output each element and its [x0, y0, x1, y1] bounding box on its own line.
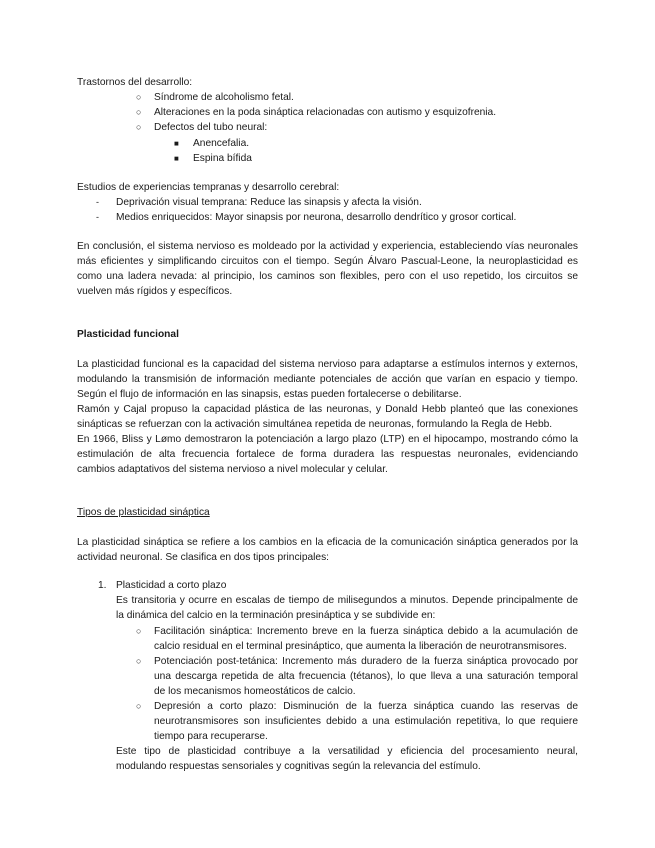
- paragraph-line: Ramón y Cajal propuso la capacidad plástica de las neuronas, y Donald Hebb planteó que las conexiones: [77, 404, 578, 415]
- list-item: Defectos del tubo neural:: [154, 122, 268, 133]
- square-bullet-icon: ■: [174, 154, 179, 163]
- paragraph-line: vuelven más rígidos y específicos.: [77, 286, 233, 297]
- paragraph-line: como una ladera nevada: al principio, los caminos son flexibles, pero con el uso repetido, los circuitos se: [77, 271, 578, 282]
- list-item: Anencefalia.: [193, 138, 250, 149]
- paragraph-line: actividad neuronal. Se clasifica en dos tipos principales:: [77, 552, 330, 563]
- desarrollo-heading: Trastornos del desarrollo:: [77, 77, 193, 88]
- section-heading: Plasticidad funcional: [77, 329, 179, 340]
- circle-bullet-icon: ○: [136, 92, 142, 102]
- list-item: de los mecanismos homeostáticos de calcio.: [154, 686, 356, 697]
- circle-bullet-icon: ○: [136, 656, 142, 666]
- paragraph-line: estimulación de alta frecuencia fortalece de forma duradera las respuestas neuronales, evidenciando: [77, 449, 578, 460]
- list-item-title: Plasticidad a corto plazo: [116, 580, 227, 591]
- list-item: Alteraciones en la poda sináptica relacionadas con autismo y esquizofrenia.: [154, 107, 497, 118]
- list-item: Medios enriquecidos: Mayor sinapsis por neurona, desarrollo dendrítico y grosor cortical.: [116, 212, 517, 223]
- list-number: 1.: [98, 580, 107, 591]
- section-heading: Tipos de plasticidad sináptica: [77, 507, 210, 518]
- paragraph-line: más eficientes y simplificando circuitos con el tiempo. Según Álvaro Pascual-Leone, la neuroplasticidad es: [77, 256, 578, 267]
- list-item: Depresión a corto plazo: Disminución de la fuerza sináptica cuando las reservas de: [154, 701, 578, 712]
- list-item: Potenciación post-tetánica: Incremento más duradero de la fuerza sináptica provocado por: [154, 656, 578, 667]
- dash-bullet-icon: -: [96, 197, 99, 207]
- paragraph-line: Según el flujo de información en las sinapsis, estas pueden fortalecerse o debilitarse.: [77, 389, 462, 400]
- list-item: Espina bífida: [193, 153, 252, 164]
- list-item: una descarga repetida de alta frecuencia (tétanos), lo que lleva a una saturación temporal: [154, 671, 578, 682]
- square-bullet-icon: ■: [174, 139, 179, 148]
- estudios-heading: Estudios de experiencias tempranas y desarrollo cerebral:: [77, 182, 340, 193]
- paragraph-line: cambios adaptativos del sistema nervioso a nivel molecular y celular.: [77, 464, 388, 475]
- circle-bullet-icon: ○: [136, 107, 142, 117]
- dash-bullet-icon: -: [96, 212, 99, 222]
- circle-bullet-icon: ○: [136, 626, 142, 636]
- list-item: calcio residual en el terminal presináptico, que aumenta la liberación de neurotransmisores.: [154, 641, 567, 652]
- paragraph-line: La plasticidad sináptica se refiere a los cambios en la eficacia de la comunicación sináptica generados por la: [77, 537, 578, 548]
- list-item: tiempo para recuperarse.: [154, 731, 268, 742]
- paragraph-line: la dinámica del calcio en la terminación presináptica y se subdivide en:: [116, 610, 436, 621]
- paragraph-line: En conclusión, el sistema nervioso es moldeado por la actividad y experiencia, estableciendo vías neuronales: [77, 241, 578, 252]
- list-item: Síndrome de alcoholismo fetal.: [154, 92, 294, 103]
- paragraph-line: sinápticas se refuerzan con la activación simultánea repetida de neuronas, formulando la Regla de Hebb.: [77, 419, 553, 430]
- list-item: Deprivación visual temprana: Reduce las sinapsis y afecta la visión.: [116, 197, 422, 208]
- paragraph-line: modulando respuestas sensoriales y cognitivas según la relevancia del estímulo.: [116, 761, 481, 772]
- list-item: neurotransmisores son insuficientes debido a una estimulación repetitiva, lo que requiere: [154, 716, 578, 727]
- paragraph-line: En 1966, Bliss y Lømo demostraron la potenciación a largo plazo (LTP) en el hipocampo, mostrando cómo la: [77, 434, 578, 445]
- circle-bullet-icon: ○: [136, 122, 142, 132]
- list-item: Facilitación sináptica: Incremento breve en la fuerza sináptica debido a la acumulación de: [154, 626, 578, 637]
- paragraph-line: Este tipo de plasticidad contribuye a la versatilidad y eficiencia del procesamiento neural,: [116, 746, 578, 757]
- paragraph-line: Es transitoria y ocurre en escalas de tiempo de milisegundos a minutos. Depende principalmente de: [116, 595, 578, 606]
- paragraph-line: modulando la transmisión de información mediante potenciales de acción que varían en espacio y tiempo.: [77, 374, 578, 385]
- circle-bullet-icon: ○: [136, 701, 142, 711]
- paragraph-line: La plasticidad funcional es la capacidad del sistema nervioso para adaptarse a estímulos internos y externos,: [77, 359, 578, 370]
